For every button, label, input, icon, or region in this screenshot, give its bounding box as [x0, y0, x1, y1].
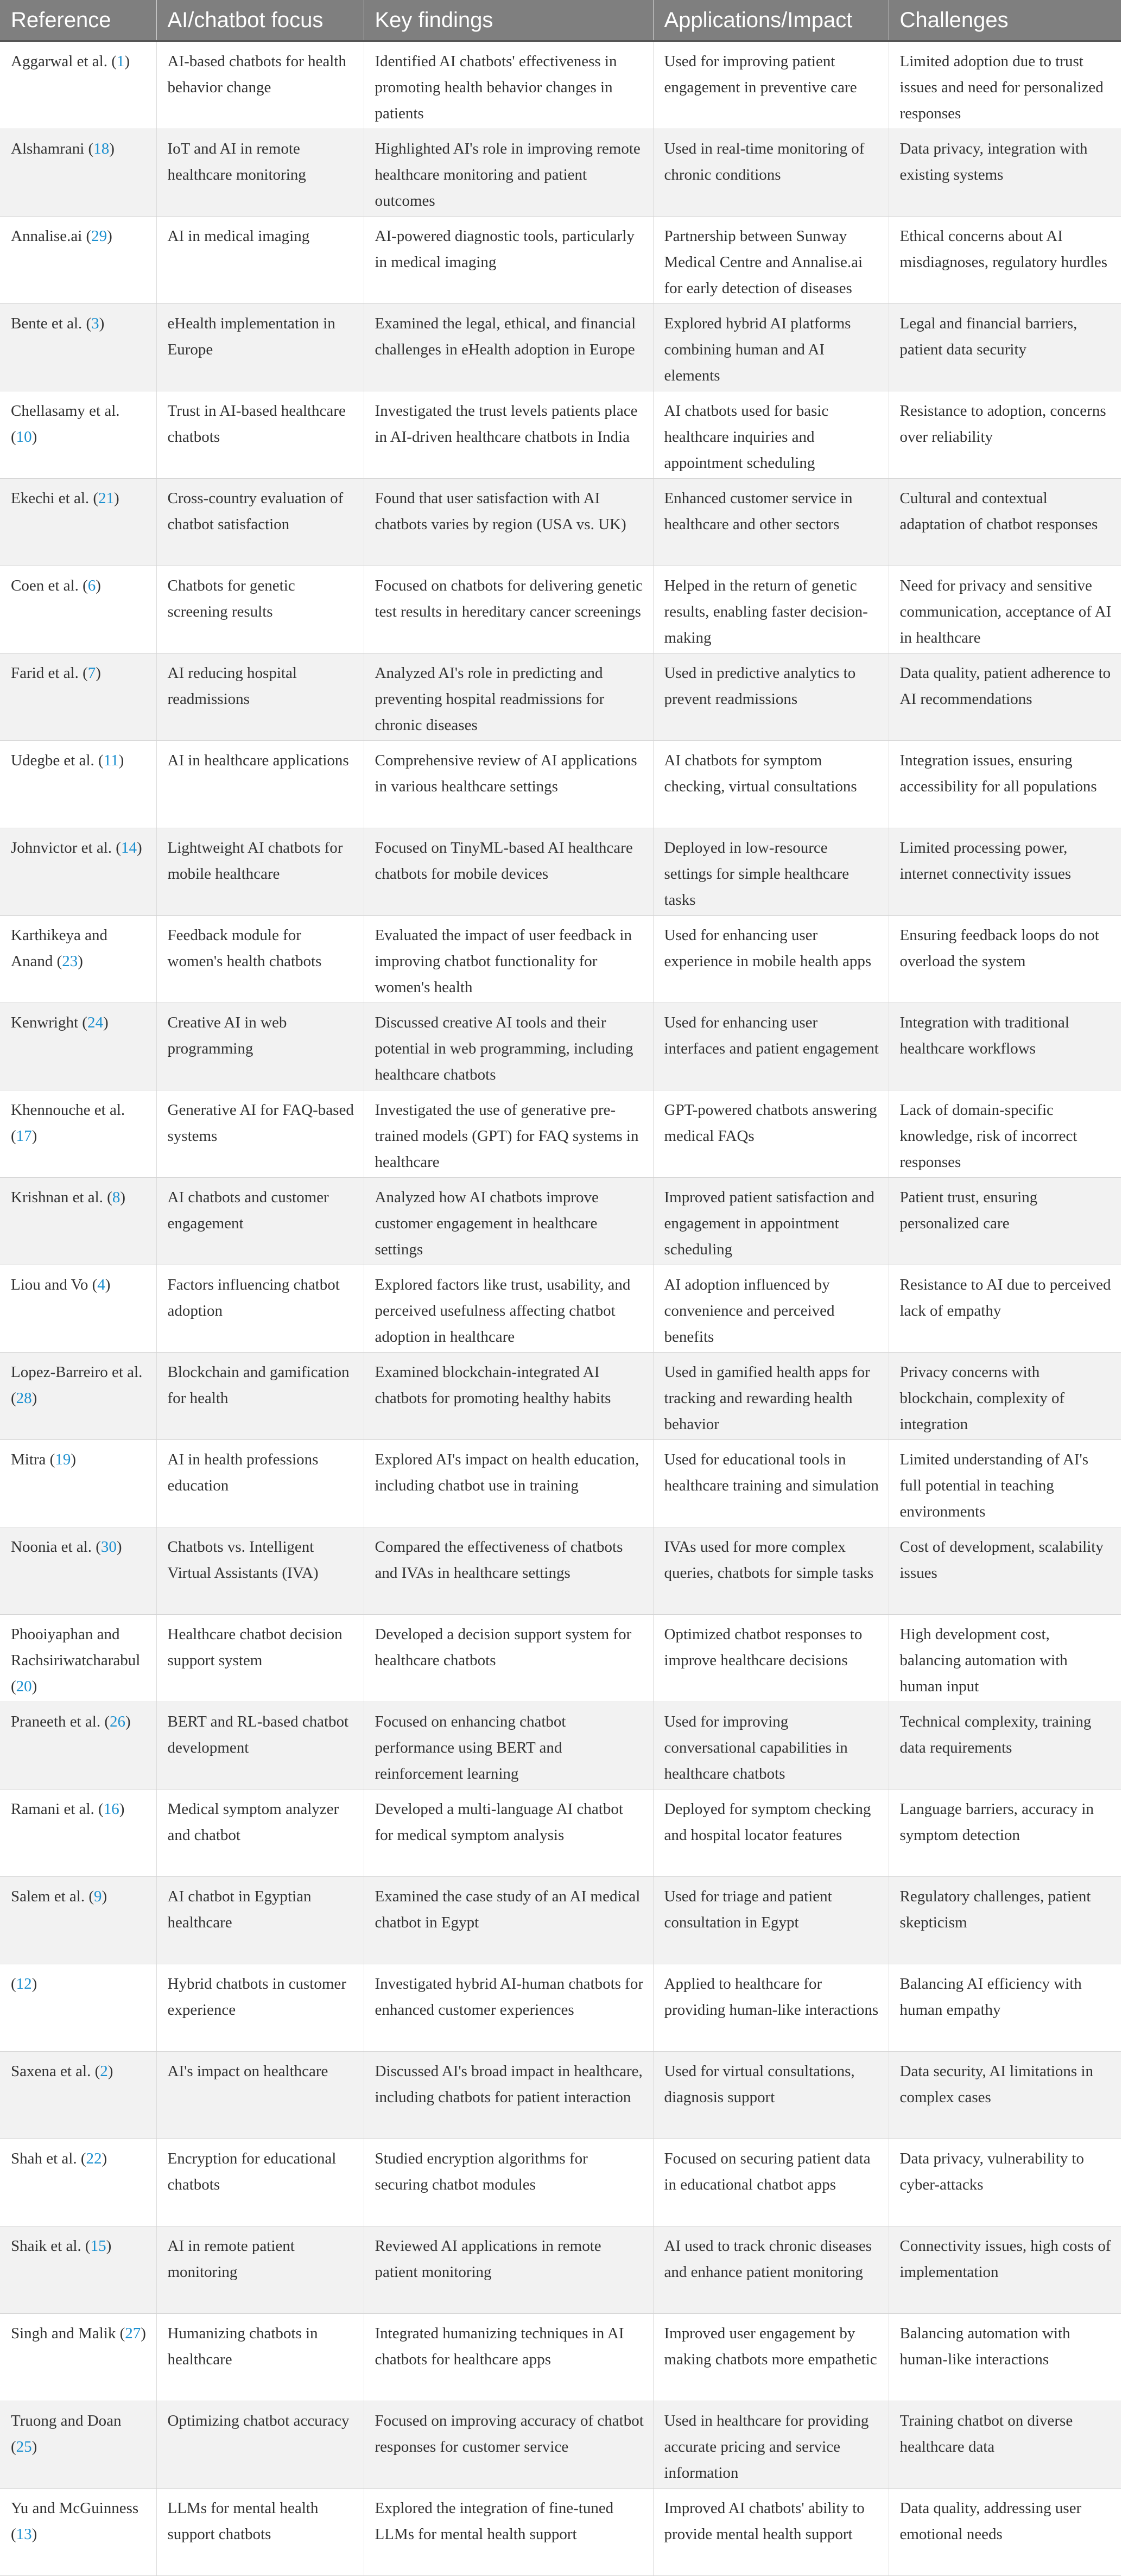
cell-findings: Integrated humanizing techniques in AI chatbots for healthcare apps: [364, 2314, 653, 2401]
table-row: [0, 1003, 1121, 1090]
reference-close: ): [71, 1451, 77, 1468]
reference-citation-link[interactable]: 19: [55, 1451, 71, 1468]
cell-reference: [0, 1702, 156, 1790]
column-header-findings: Key findings: [364, 0, 653, 41]
reference-close: ): [105, 1276, 111, 1293]
table-row: [0, 916, 1121, 1003]
cell-focus: AI reducing hospital readmissions: [156, 653, 364, 741]
header-row: [0, 0, 1121, 41]
cell-reference: [0, 2401, 156, 2489]
reference-close: ): [31, 428, 37, 446]
reference-author: Truong and Doan (: [11, 2412, 122, 2456]
cell-challenges: Language barriers, accuracy in symptom detection: [889, 1790, 1121, 1877]
cell-impact: Used for triage and patient consultation in Egypt: [653, 1877, 889, 1964]
reference-author: Saxena et al. (: [11, 2063, 100, 2080]
cell-challenges: Ethical concerns about AI misdiagnoses, regulatory hurdles: [889, 217, 1121, 304]
reference-citation-link[interactable]: 12: [16, 1975, 32, 1993]
reference-citation-link[interactable]: 15: [90, 2237, 106, 2255]
cell-focus: AI in remote patient monitoring: [156, 2226, 364, 2314]
reference-citation-link[interactable]: 20: [16, 1678, 32, 1695]
reference-close: ): [136, 839, 142, 856]
reference-citation-link[interactable]: 28: [16, 1389, 32, 1407]
cell-focus: AI-based chatbots for health behavior change: [156, 41, 364, 129]
cell-challenges: Cultural and contextual adaptation of chatbot responses: [889, 479, 1121, 566]
cell-challenges: Connectivity issues, high costs of implementation: [889, 2226, 1121, 2314]
cell-focus: AI chatbot in Egyptian healthcare: [156, 1877, 364, 1964]
table-row: [0, 2314, 1121, 2401]
reference-author: Ramani et al. (: [11, 1800, 104, 1818]
table-row: [0, 129, 1121, 217]
cell-reference: [0, 129, 156, 217]
cell-impact: AI chatbots used for basic healthcare inquiries and appointment scheduling: [653, 391, 889, 479]
table-row: [0, 1265, 1121, 1353]
cell-findings: Compared the effectiveness of chatbots and IVAs in healthcare settings: [364, 1527, 653, 1615]
reference-author: Mitra (: [11, 1451, 55, 1468]
cell-findings: Reviewed AI applications in remote patient monitoring: [364, 2226, 653, 2314]
reference-author: Alshamrani (: [11, 140, 94, 157]
reference-author: Udegbe et al. (: [11, 752, 104, 769]
table-row: [0, 1440, 1121, 1527]
reference-author: Krishnan et al. (: [11, 1189, 112, 1206]
table-row: [0, 828, 1121, 916]
cell-focus: Blockchain and gamification for health: [156, 1353, 364, 1440]
cell-focus: AI in health professions education: [156, 1440, 364, 1527]
cell-challenges: Integration issues, ensuring accessibility for all populations: [889, 741, 1121, 828]
cell-focus: AI chatbots and customer engagement: [156, 1178, 364, 1265]
reference-citation-link[interactable]: 30: [100, 1538, 117, 1556]
cell-focus: LLMs for mental health support chatbots: [156, 2489, 364, 2576]
table-row: [0, 391, 1121, 479]
cell-focus: Encryption for educational chatbots: [156, 2139, 364, 2226]
cell-focus: AI's impact on healthcare: [156, 2052, 364, 2139]
reference-author: Aggarwal et al. (: [11, 53, 117, 70]
reference-citation-link[interactable]: 13: [16, 2526, 32, 2543]
cell-findings: Discussed creative AI tools and their potential in web programming, including healthcare chatbots: [364, 1003, 653, 1090]
reference-close: ): [96, 577, 101, 594]
reference-close: ): [106, 2237, 112, 2255]
cell-impact: Deployed for symptom checking and hospital locator features: [653, 1790, 889, 1877]
reference-author: Ekechi et al. (: [11, 490, 99, 507]
cell-findings: Discussed AI's broad impact in healthcare, including chatbots for patient interaction: [364, 2052, 653, 2139]
cell-findings: Analyzed AI's role in predicting and preventing hospital readmissions for chronic diseases: [364, 653, 653, 741]
cell-findings: Investigated the trust levels patients place in AI-driven healthcare chatbots in India: [364, 391, 653, 479]
cell-reference: [0, 2052, 156, 2139]
cell-focus: BERT and RL-based chatbot development: [156, 1702, 364, 1790]
cell-challenges: Balancing AI efficiency with human empathy: [889, 1964, 1121, 2052]
cell-focus: Lightweight AI chatbots for mobile healthcare: [156, 828, 364, 916]
cell-challenges: High development cost, balancing automation with human input: [889, 1615, 1121, 1702]
reference-author: (: [11, 1975, 16, 1993]
reference-citation-link[interactable]: 25: [16, 2438, 32, 2456]
cell-findings: Focused on enhancing chatbot performance using BERT and reinforcement learning: [364, 1702, 653, 1790]
table-row: [0, 566, 1121, 653]
reference-close: ): [119, 1800, 125, 1818]
cell-focus: Chatbots vs. Intelligent Virtual Assistants (IVA): [156, 1527, 364, 1615]
cell-reference: [0, 2226, 156, 2314]
reference-author: Karthikeya and Anand (: [11, 927, 107, 970]
table-row: [0, 1702, 1121, 1790]
cell-reference: [0, 1790, 156, 1877]
column-header-reference: Reference: [0, 0, 156, 41]
reference-close: ): [102, 1888, 107, 1905]
cell-challenges: Balancing automation with human-like interactions: [889, 2314, 1121, 2401]
column-header-focus: AI/chatbot focus: [156, 0, 364, 41]
reference-close: ): [107, 2063, 113, 2080]
cell-impact: Improved patient satisfaction and engagement in appointment scheduling: [653, 1178, 889, 1265]
cell-findings: Evaluated the impact of user feedback in improving chatbot functionality for women's health: [364, 916, 653, 1003]
cell-focus: IoT and AI in remote healthcare monitoring: [156, 129, 364, 217]
cell-reference: [0, 1615, 156, 1702]
cell-focus: Healthcare chatbot decision support system: [156, 1615, 364, 1702]
table-row: [0, 1090, 1121, 1178]
cell-reference: [0, 2489, 156, 2576]
cell-findings: Investigated the use of generative pre-trained models (GPT) for FAQ systems in healthcare: [364, 1090, 653, 1178]
cell-findings: Focused on TinyML-based AI healthcare chatbots for mobile devices: [364, 828, 653, 916]
cell-reference: [0, 1527, 156, 1615]
reference-author: Khennouche et al. (: [11, 1101, 125, 1145]
cell-reference: [0, 391, 156, 479]
cell-findings: Found that user satisfaction with AI chatbots varies by region (USA vs. UK): [364, 479, 653, 566]
cell-challenges: Cost of development, scalability issues: [889, 1527, 1121, 1615]
cell-impact: Helped in the return of genetic results, enabling faster decision-making: [653, 566, 889, 653]
table-row: [0, 1877, 1121, 1964]
cell-impact: Used for enhancing user experience in mobile health apps: [653, 916, 889, 1003]
reference-close: ): [31, 1389, 37, 1407]
table-row: [0, 1964, 1121, 2052]
reference-close: ): [31, 2526, 37, 2543]
cell-impact: Improved AI chatbots' ability to provide mental health support: [653, 2489, 889, 2576]
reference-author: Coen et al. (: [11, 577, 88, 594]
cell-findings: Highlighted AI's role in improving remote healthcare monitoring and patient outcomes: [364, 129, 653, 217]
cell-findings: Focused on improving accuracy of chatbot responses for customer service: [364, 2401, 653, 2489]
cell-findings: AI-powered diagnostic tools, particularly in medical imaging: [364, 217, 653, 304]
reference-author: Farid et al. (: [11, 664, 88, 682]
column-header-challenges: Challenges: [889, 0, 1121, 41]
reference-citation-link[interactable]: 26: [109, 1713, 125, 1730]
reference-author: Noonia et al. (: [11, 1538, 101, 1556]
reference-close: ): [96, 664, 101, 682]
table-row: [0, 1615, 1121, 1702]
reference-citation-link[interactable]: 21: [98, 490, 115, 507]
reference-author: Bente et al. (: [11, 315, 92, 332]
reference-author: Annalise.ai (: [11, 227, 92, 245]
cell-findings: Developed a decision support system for healthcare chatbots: [364, 1615, 653, 1702]
cell-challenges: Training chatbot on diverse healthcare data: [889, 2401, 1121, 2489]
reference-close: ): [116, 1538, 122, 1556]
cell-findings: Identified AI chatbots' effectiveness in promoting health behavior changes in patients: [364, 41, 653, 129]
cell-focus: Feedback module for women's health chatbots: [156, 916, 364, 1003]
reference-author: Lopez-Barreiro et al. (: [11, 1363, 143, 1407]
cell-challenges: Regulatory challenges, patient skepticism: [889, 1877, 1121, 1964]
table-row: [0, 741, 1121, 828]
reference-close: ): [125, 1713, 131, 1730]
cell-challenges: Limited understanding of AI's full potential in teaching environments: [889, 1440, 1121, 1527]
cell-focus: Creative AI in web programming: [156, 1003, 364, 1090]
cell-challenges: Integration with traditional healthcare workflows: [889, 1003, 1121, 1090]
cell-challenges: Ensuring feedback loops do not overload the system: [889, 916, 1121, 1003]
cell-focus: Chatbots for genetic screening results: [156, 566, 364, 653]
cell-reference: [0, 1178, 156, 1265]
reference-citation-link[interactable]: 17: [16, 1127, 32, 1145]
cell-reference: [0, 2314, 156, 2401]
reference-author: Chellasamy et al. (: [11, 402, 120, 446]
table-row: [0, 2226, 1121, 2314]
cell-impact: Used for improving conversational capabilities in healthcare chatbots: [653, 1702, 889, 1790]
cell-reference: [0, 1003, 156, 1090]
cell-reference: [0, 479, 156, 566]
reference-close: ): [141, 2325, 146, 2342]
table-header: [0, 0, 1121, 41]
cell-reference: [0, 2139, 156, 2226]
cell-challenges: Need for privacy and sensitive communication, acceptance of AI in healthcare: [889, 566, 1121, 653]
cell-focus: Factors influencing chatbot adoption: [156, 1265, 364, 1353]
cell-challenges: Lack of domain-specific knowledge, risk of incorrect responses: [889, 1090, 1121, 1178]
table-row: [0, 217, 1121, 304]
cell-challenges: Data privacy, vulnerability to cyber-attacks: [889, 2139, 1121, 2226]
reference-close: ): [118, 752, 124, 769]
cell-challenges: Legal and financial barriers, patient data security: [889, 304, 1121, 391]
reference-citation-link[interactable]: 4: [97, 1276, 105, 1293]
cell-findings: Examined the legal, ethical, and financial challenges in eHealth adoption in Europe: [364, 304, 653, 391]
cell-impact: Focused on securing patient data in educational chatbot apps: [653, 2139, 889, 2226]
cell-challenges: Data quality, patient adherence to AI recommendations: [889, 653, 1121, 741]
reference-citation-link[interactable]: 1: [116, 53, 125, 70]
cell-reference: [0, 566, 156, 653]
cell-findings: Analyzed how AI chatbots improve customer engagement in healthcare settings: [364, 1178, 653, 1265]
reference-citation-link[interactable]: 11: [103, 752, 119, 769]
table-row: [0, 2052, 1121, 2139]
cell-findings: Developed a multi-language AI chatbot for medical symptom analysis: [364, 1790, 653, 1877]
cell-focus: eHealth implementation in Europe: [156, 304, 364, 391]
reference-author: Liou and Vo (: [11, 1276, 98, 1293]
cell-focus: Trust in AI-based healthcare chatbots: [156, 391, 364, 479]
cell-focus: AI in medical imaging: [156, 217, 364, 304]
table-row: [0, 479, 1121, 566]
cell-findings: Studied encryption algorithms for securing chatbot modules: [364, 2139, 653, 2226]
cell-findings: Explored AI's impact on health education, including chatbot use in training: [364, 1440, 653, 1527]
reference-citation-link[interactable]: 16: [103, 1800, 119, 1818]
cell-challenges: Data security, AI limitations in complex cases: [889, 2052, 1121, 2139]
cell-impact: Explored hybrid AI platforms combining human and AI elements: [653, 304, 889, 391]
cell-impact: Used for improving patient engagement in preventive care: [653, 41, 889, 129]
table-body: [0, 41, 1121, 2576]
table-row: [0, 304, 1121, 391]
cell-reference: [0, 304, 156, 391]
reference-citation-link[interactable]: 29: [91, 227, 107, 245]
reference-close: ): [78, 953, 83, 970]
cell-reference: [0, 1265, 156, 1353]
reference-close: ): [124, 53, 130, 70]
reference-close: ): [114, 490, 119, 507]
reference-close: ): [103, 1014, 109, 1031]
cell-focus: Medical symptom analyzer and chatbot: [156, 1790, 364, 1877]
reference-close: ): [120, 1189, 126, 1206]
cell-findings: Focused on chatbots for delivering genetic test results in hereditary cancer screenings: [364, 566, 653, 653]
cell-reference: [0, 1090, 156, 1178]
cell-challenges: Resistance to adoption, concerns over reliability: [889, 391, 1121, 479]
cell-focus: Cross-country evaluation of chatbot satisfaction: [156, 479, 364, 566]
cell-impact: AI chatbots for symptom checking, virtual consultations: [653, 741, 889, 828]
reference-citation-link[interactable]: 23: [62, 953, 78, 970]
cell-findings: Examined the case study of an AI medical chatbot in Egypt: [364, 1877, 653, 1964]
reference-close: ): [109, 140, 115, 157]
cell-reference: [0, 741, 156, 828]
reference-author: Praneeth et al. (: [11, 1713, 110, 1730]
reference-citation-link[interactable]: 7: [87, 664, 96, 682]
cell-impact: GPT-powered chatbots answering medical FAQs: [653, 1090, 889, 1178]
cell-focus: Generative AI for FAQ-based systems: [156, 1090, 364, 1178]
cell-reference: [0, 1964, 156, 2052]
cell-reference: [0, 41, 156, 129]
table-row: [0, 1527, 1121, 1615]
cell-challenges: Privacy concerns with blockchain, complexity of integration: [889, 1353, 1121, 1440]
table-row: [0, 2401, 1121, 2489]
cell-impact: AI adoption influenced by convenience and perceived benefits: [653, 1265, 889, 1353]
cell-findings: Investigated hybrid AI-human chatbots for enhanced customer experiences: [364, 1964, 653, 2052]
reference-close: ): [31, 1678, 37, 1695]
reference-citation-link[interactable]: 6: [87, 577, 96, 594]
reference-citation-link[interactable]: 10: [16, 428, 32, 446]
reference-citation-link[interactable]: 3: [91, 315, 99, 332]
cell-findings: Explored the integration of fine-tuned LLMs for mental health support: [364, 2489, 653, 2576]
reference-author: Singh and Malik (: [11, 2325, 125, 2342]
cell-impact: Deployed in low-resource settings for simple healthcare tasks: [653, 828, 889, 916]
cell-impact: Partnership between Sunway Medical Centre and Annalise.ai for early detection of diseases: [653, 217, 889, 304]
cell-reference: [0, 916, 156, 1003]
cell-focus: Hybrid chatbots in customer experience: [156, 1964, 364, 2052]
cell-focus: Humanizing chatbots in healthcare: [156, 2314, 364, 2401]
cell-impact: Used for educational tools in healthcare training and simulation: [653, 1440, 889, 1527]
reference-citation-link[interactable]: 9: [94, 1888, 102, 1905]
cell-challenges: Data quality, addressing user emotional needs: [889, 2489, 1121, 2576]
reference-author: Shah et al. (: [11, 2150, 86, 2167]
cell-impact: AI used to track chronic diseases and enhance patient monitoring: [653, 2226, 889, 2314]
column-header-impact: Applications/Impact: [653, 0, 889, 41]
table-row: [0, 1353, 1121, 1440]
cell-reference: [0, 1440, 156, 1527]
table-row: [0, 1178, 1121, 1265]
reference-author: Phooiyaphan and Rachsiriwatcharabul (: [11, 1626, 141, 1695]
cell-focus: AI in healthcare applications: [156, 741, 364, 828]
reference-close: ): [102, 2150, 107, 2167]
cell-challenges: Resistance to AI due to perceived lack of empathy: [889, 1265, 1121, 1353]
reference-author: Johnvictor et al. (: [11, 839, 121, 856]
cell-findings: Explored factors like trust, usability, and perceived usefulness affecting chatbot adoption in healthcare: [364, 1265, 653, 1353]
table-row: [0, 2139, 1121, 2226]
reference-citation-link[interactable]: 18: [93, 140, 110, 157]
cell-reference: [0, 828, 156, 916]
reference-author: Shaik et al. (: [11, 2237, 91, 2255]
cell-impact: Used for enhancing user interfaces and patient engagement: [653, 1003, 889, 1090]
cell-impact: Enhanced customer service in healthcare and other sectors: [653, 479, 889, 566]
reference-author: Salem et al. (: [11, 1888, 94, 1905]
cell-reference: [0, 217, 156, 304]
cell-challenges: Patient trust, ensuring personalized care: [889, 1178, 1121, 1265]
reference-close: ): [31, 2438, 37, 2456]
cell-impact: Used in real-time monitoring of chronic conditions: [653, 129, 889, 217]
table-row: [0, 41, 1121, 129]
table-row: [0, 1790, 1121, 1877]
cell-findings: Examined blockchain-integrated AI chatbots for promoting healthy habits: [364, 1353, 653, 1440]
reference-citation-link[interactable]: 27: [125, 2325, 141, 2342]
cell-impact: Improved user engagement by making chatbots more empathetic: [653, 2314, 889, 2401]
cell-impact: Used in gamified health apps for tracking and rewarding health behavior: [653, 1353, 889, 1440]
cell-challenges: Technical complexity, training data requirements: [889, 1702, 1121, 1790]
reference-citation-link[interactable]: 24: [87, 1014, 103, 1031]
cell-impact: Used for virtual consultations, diagnosis support: [653, 2052, 889, 2139]
cell-impact: Used in healthcare for providing accurate pricing and service information: [653, 2401, 889, 2489]
reference-citation-link[interactable]: 8: [112, 1189, 121, 1206]
cell-impact: Applied to healthcare for providing human-like interactions: [653, 1964, 889, 2052]
reference-close: ): [31, 1127, 37, 1145]
cell-challenges: Limited adoption due to trust issues and need for personalized responses: [889, 41, 1121, 129]
table-row: [0, 2489, 1121, 2576]
cell-reference: [0, 1877, 156, 1964]
cell-focus: Optimizing chatbot accuracy: [156, 2401, 364, 2489]
reference-close: ): [31, 1975, 37, 1993]
cell-impact: IVAs used for more complex queries, chatbots for simple tasks: [653, 1527, 889, 1615]
reference-citation-link[interactable]: 22: [86, 2150, 102, 2167]
cell-reference: [0, 1353, 156, 1440]
cell-findings: Comprehensive review of AI applications in various healthcare settings: [364, 741, 653, 828]
reference-author: Kenwright (: [11, 1014, 87, 1031]
cell-reference: [0, 653, 156, 741]
cell-challenges: Data privacy, integration with existing systems: [889, 129, 1121, 217]
reference-citation-link[interactable]: 2: [100, 2063, 108, 2080]
cell-challenges: Limited processing power, internet connectivity issues: [889, 828, 1121, 916]
cell-impact: Optimized chatbot responses to improve healthcare decisions: [653, 1615, 889, 1702]
reference-close: ): [107, 227, 112, 245]
reference-citation-link[interactable]: 14: [121, 839, 137, 856]
table-row: [0, 653, 1121, 741]
cell-impact: Used in predictive analytics to prevent readmissions: [653, 653, 889, 741]
reference-close: ): [99, 315, 105, 332]
reference-author: Yu and McGuinness (: [11, 2499, 139, 2543]
